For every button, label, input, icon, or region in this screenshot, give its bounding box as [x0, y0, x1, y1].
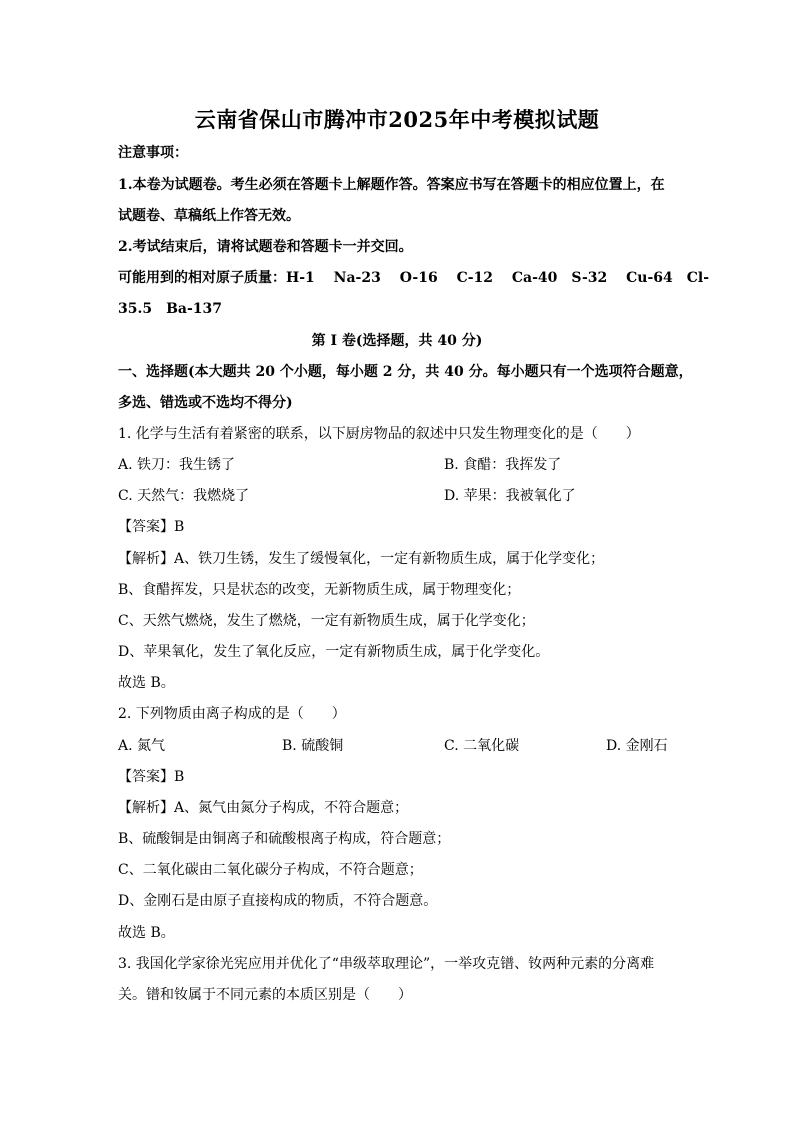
- question-2-stem: 2. 下列物质由离子构成的是（ ）: [118, 706, 346, 722]
- question-2-analysis-line: C、二氧化碳由二氧化碳分子构成，不符合题意；: [118, 862, 423, 878]
- question-1-analysis-line: C、天然气燃烧，发生了燃烧，一定有新物质生成，属于化学变化；: [118, 613, 535, 629]
- section-heading: 第 I 卷(选择题，共 40 分): [311, 333, 483, 349]
- notice-item-1: 1.本卷为试题卷。考生必须在答题卡上解题作答。答案应书写在答题卡的相应位置上，在: [118, 177, 665, 193]
- question-1-analysis-line: B、食醋挥发，只是状态的改变，无新物质生成，属于物理变化；: [118, 582, 521, 598]
- question-1-option-a: A. 铁刀：我生锈了: [118, 457, 236, 473]
- question-1-option-b: B. 食醋：我挥发了: [444, 457, 562, 473]
- question-1-analysis-line: 【解析】A、铁刀生锈，发生了缓慢氧化，一定有新物质生成，属于化学变化；: [118, 551, 605, 567]
- question-2-analysis-line: D、金刚石是由原子直接构成的物质，不符合题意。: [118, 893, 438, 909]
- question-3-stem-cont: 关。镨和钕属于不同元素的本质区别是（ ）: [118, 987, 412, 1003]
- notice-heading: 注意事项：: [118, 145, 188, 161]
- question-2-option-a: A. 氮气: [118, 738, 166, 754]
- page-title: 云南省保山市腾冲市2025年中考模拟试题: [194, 107, 600, 132]
- atomic-mass-line: 可能用到的相对原子质量：H-1 Na-23 O-16 C-12 Ca-40 S-32 Cu-64 Cl-: [118, 270, 710, 286]
- question-2-answer: 【答案】B: [118, 769, 185, 785]
- question-2-analysis-line: B、硫酸铜是由铜离子和硫酸根离子构成，符合题意；: [118, 831, 451, 847]
- question-1-answer: 【答案】B: [118, 519, 185, 535]
- question-3-stem: 3. 我国化学家徐光宪应用并优化了“串级萃取理论”，一举攻克镨、钕两种元素的分离难: [118, 956, 655, 972]
- atomic-mass-line-cont: 35.5 Ba-137: [118, 301, 223, 317]
- question-2-conclusion: 故选 B。: [118, 925, 175, 941]
- question-1-conclusion: 故选 B。: [118, 675, 175, 691]
- question-2-option-c: C. 二氧化碳: [444, 738, 520, 754]
- notice-item-2: 2.考试结束后，请将试题卷和答题卡一并交回。: [118, 239, 413, 255]
- question-1-analysis-line: D、苹果氧化，发生了氧化反应，一定有新物质生成，属于化学变化。: [118, 644, 550, 660]
- question-1-option-c: C. 天然气：我燃烧了: [118, 488, 250, 504]
- question-2-analysis-line: 【解析】A、氮气由氮分子构成，不符合题意；: [118, 800, 409, 816]
- section-intro-cont: 多选、错选或不选均不得分): [118, 395, 293, 411]
- notice-item-1-cont: 试题卷、草稿纸上作答无效。: [118, 208, 300, 224]
- question-2-option-d: D. 金刚石: [606, 738, 668, 754]
- question-2-option-b: B. 硫酸铜: [282, 738, 344, 754]
- section-intro: 一、选择题(本大题共 20 个小题，每小题 2 分，共 40 分。每小题只有一个选项符合题意，: [118, 364, 693, 380]
- question-1-stem: 1. 化学与生活有着紧密的联系，以下厨房物品的叙述中只发生物理变化的是（ ）: [118, 426, 640, 442]
- question-1-option-d: D. 苹果：我被氧化了: [444, 488, 576, 504]
